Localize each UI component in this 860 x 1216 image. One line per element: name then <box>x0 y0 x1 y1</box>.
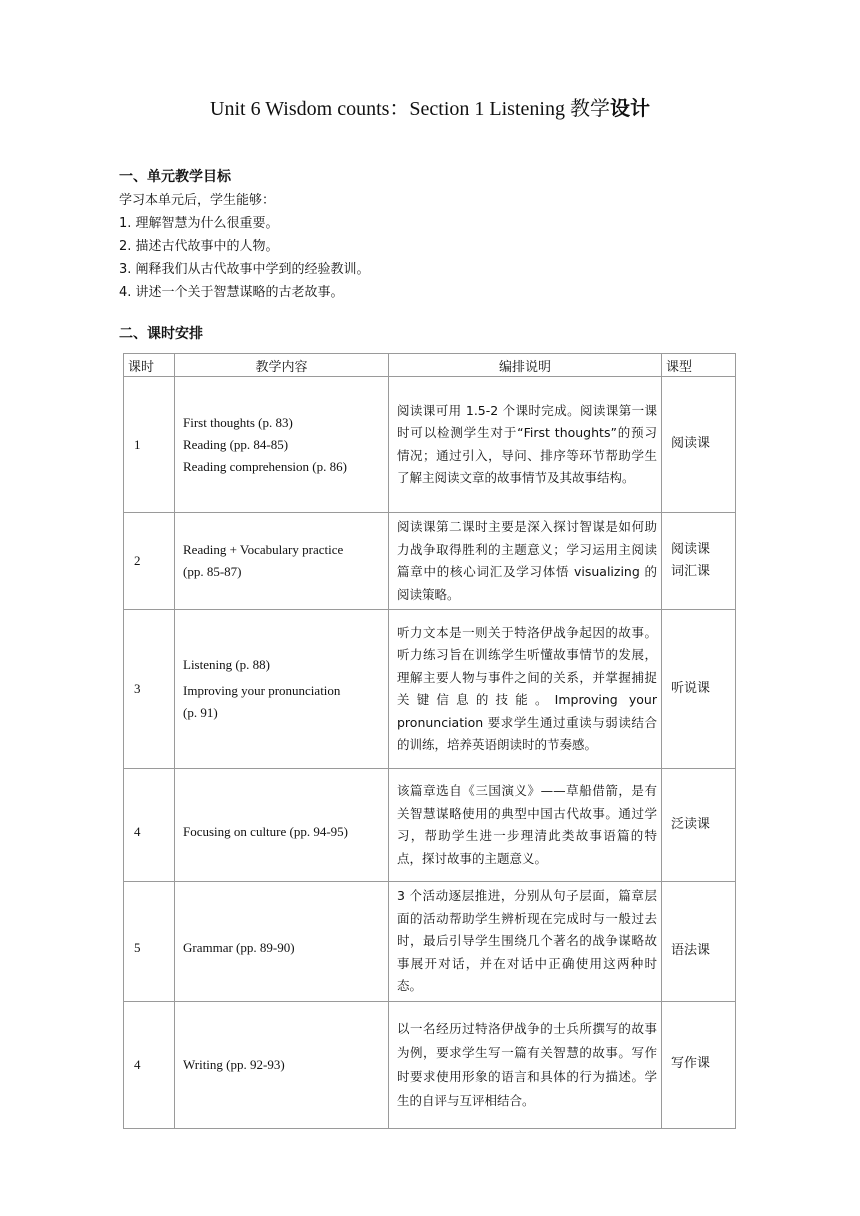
table-row <box>124 513 736 610</box>
document-title <box>0 92 860 121</box>
lesson-number: 3 <box>124 610 175 769</box>
lesson-content <box>175 610 389 769</box>
lesson-note: 阅读课第二课时主要是深入探讨智谋是如何助力战争取得胜利的主题意义；学习运用主阅读篇章中的核心词汇及学习体悟 visualizing 的阅读策略。 <box>389 513 662 610</box>
table-row <box>124 1001 736 1128</box>
lesson-schedule-table <box>123 353 736 1129</box>
section-heading-schedule: 二、课时安排 <box>119 326 203 342</box>
lesson-type <box>662 882 736 1002</box>
content-line: (pp. 85-87) <box>183 564 242 579</box>
content-line: Listening (p. 88) <box>183 657 271 672</box>
lesson-type <box>662 769 736 882</box>
lesson-type <box>662 610 736 769</box>
lesson-number: 2 <box>124 513 175 610</box>
document-title-main: Unit 6 Wisdom counts：Section 1 Listening 教学 <box>210 98 610 120</box>
lesson-type <box>662 1001 736 1128</box>
type-line: 阅读课 <box>671 436 711 451</box>
lesson-number: 1 <box>124 377 175 513</box>
content-line: Grammar (pp. 89-90) <box>183 940 295 956</box>
lesson-note: 以一名经历过特洛伊战争的士兵所撰写的故事为例，要求学生写一篇有关智慧的故事。写作时要求使用形象的语言和具体的行为描述。学生的自评与互评相结合。 <box>389 1001 662 1128</box>
type-line: 语法课 <box>671 942 711 958</box>
table-row <box>124 610 736 769</box>
lesson-note: 听力文本是一则关于特洛伊战争起因的故事。听力练习旨在训练学生听懂故事情节的发展，理解主要人物与事件之间的关系，并掌握捕捉关键信息的技能。Improving your pronunciation 要求学生通过重读与弱读结合的训练，培养英语朗读时的节奏感。 <box>389 610 662 769</box>
goal-item: 3. 阐释我们从古代故事中学到的经验教训。 <box>119 262 370 277</box>
lesson-content <box>175 769 389 882</box>
lesson-number: 4 <box>124 1001 175 1128</box>
table-row <box>124 377 736 513</box>
document-title-bold: 设计 <box>609 98 650 120</box>
table-row <box>124 882 736 1002</box>
lesson-number: 5 <box>124 882 175 1002</box>
lesson-content <box>175 1001 389 1128</box>
column-header-notes: 编排说明 <box>389 354 662 377</box>
content-line: Reading comprehension (p. 86) <box>183 458 347 474</box>
content-line: Reading + Vocabulary practice <box>183 542 344 557</box>
lesson-type <box>662 513 736 610</box>
content-line: First thoughts (p. 83) <box>183 414 293 430</box>
content-line: Improving your pronunciation <box>183 683 341 698</box>
column-header-type: 课型 <box>662 354 736 377</box>
content-line: Focusing on culture (pp. 94-95) <box>183 824 349 839</box>
lesson-content <box>175 513 389 610</box>
lesson-note: 3 个活动逐层推进，分别从句子层面，篇章层面的活动帮助学生辨析现在完成时与一般过去时，最后引导学生围绕几个著名的战争谋略故事展开对话，并在对话中正确使用这两种时态。 <box>389 882 662 1002</box>
type-line: 泛读课 <box>671 816 711 832</box>
goal-item: 4. 讲述一个关于智慧谋略的古老故事。 <box>119 285 344 300</box>
column-header-lesson: 课时 <box>124 354 175 377</box>
type-line: 写作课 <box>671 1056 711 1071</box>
lesson-type <box>662 377 736 513</box>
column-header-content: 教学内容 <box>175 354 389 377</box>
goal-item: 2. 描述古代故事中的人物。 <box>119 239 279 254</box>
content-line: (p. 91) <box>183 705 218 720</box>
type-line: 词汇课 <box>671 563 711 579</box>
type-line: 听说课 <box>671 680 711 696</box>
lesson-note: 阅读课可用 1.5-2 个课时完成。阅读课第一课时可以检测学生对于“First thoughts”的预习情况；通过引入，导问、排序等环节帮助学生了解主阅读文章的故事情节及其故事结构。 <box>389 377 662 513</box>
section-heading-unit-goals: 一、单元教学目标 <box>119 169 231 185</box>
content-line: Reading (pp. 84-85) <box>183 436 289 452</box>
content-line: Writing (pp. 92-93) <box>183 1056 285 1072</box>
goal-item: 1. 理解智慧为什么很重要。 <box>119 216 279 231</box>
lesson-content <box>175 377 389 513</box>
table-header-row <box>124 354 736 377</box>
lesson-content <box>175 882 389 1002</box>
table-row <box>124 769 736 882</box>
lesson-note: 该篇章选自《三国演义》——草船借箭，是有关智慧谋略使用的典型中国古代故事。通过学习，帮助学生进一步理清此类故事语篇的特点，探讨故事的主题意义。 <box>389 769 662 882</box>
goals-intro: 学习本单元后，学生能够： <box>119 193 276 208</box>
lesson-number: 4 <box>124 769 175 882</box>
type-line: 阅读课 <box>671 541 711 557</box>
